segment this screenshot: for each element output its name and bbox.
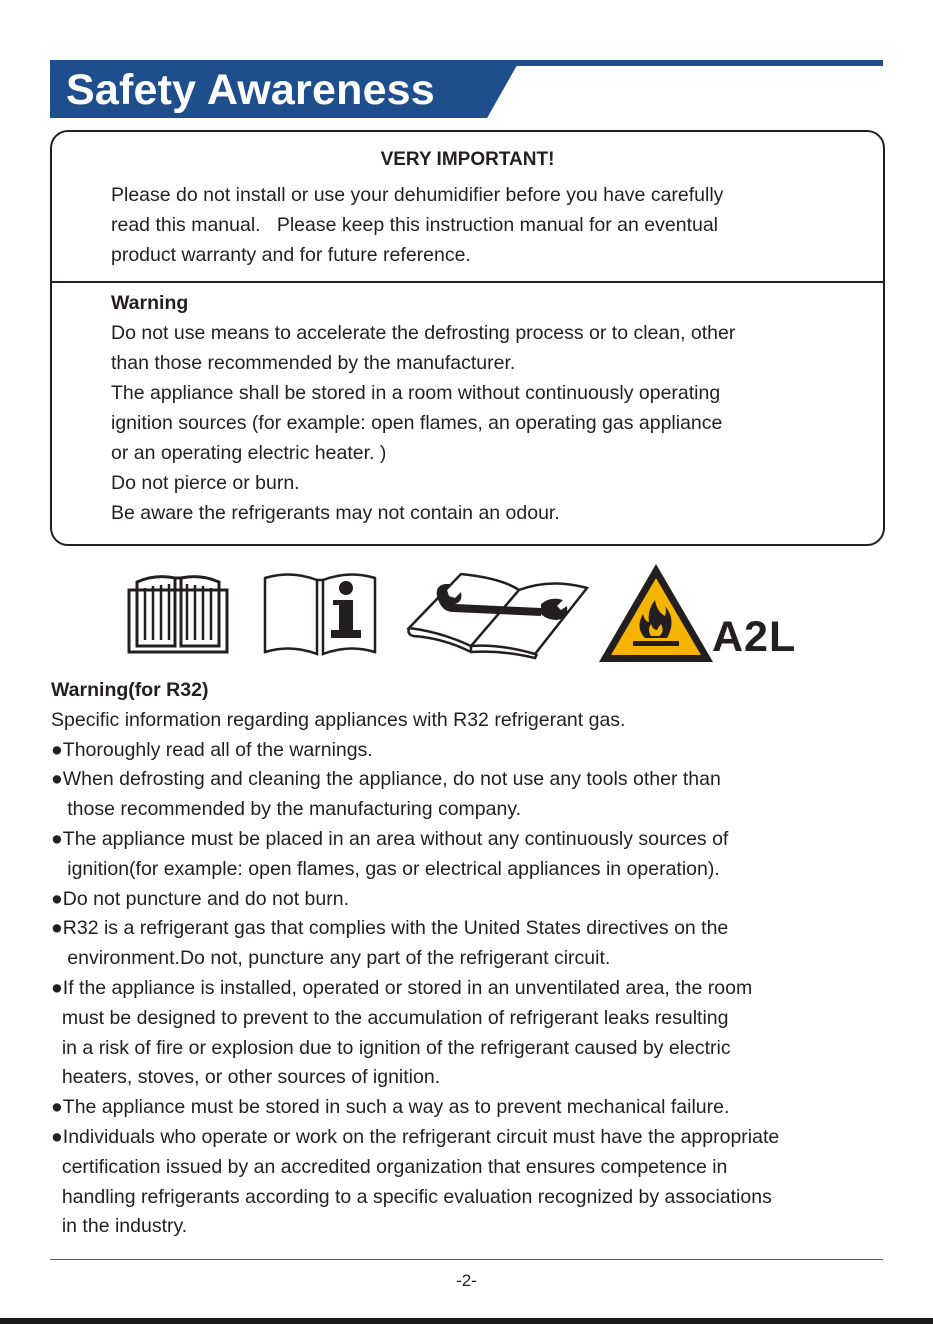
warning-line: than those recommended by the manufacturer.: [111, 352, 516, 374]
page-number: -2-: [456, 1271, 477, 1290]
r32-line: ●Do not puncture and do not burn.: [51, 887, 349, 910]
warning-line: Be aware the refrigerants may not contain an odour.: [111, 502, 560, 524]
notice-line: read this manual. Please keep this instruction manual for an eventual: [111, 214, 719, 236]
footer-rule: [50, 1259, 883, 1260]
r32-line: Specific information regarding appliances with R32 refrigerant gas.: [51, 708, 626, 731]
notice-divider: [52, 281, 883, 283]
r32-line: handling refrigerants according to a specific evaluation recognized by associations: [51, 1185, 772, 1208]
notice-text: [111, 180, 851, 270]
notice-line: product warranty and for future reference.: [111, 244, 471, 266]
r32-line: ●The appliance must be placed in an area without any continuously sources of: [51, 827, 729, 850]
r32-warning-section: [51, 676, 891, 1242]
page-title: Safety Awareness: [66, 66, 435, 114]
r32-line: ●Individuals who operate or work on the refrigerant circuit must have the appropriate: [51, 1125, 780, 1148]
r32-line: in a risk of fire or explosion due to ignition of the refrigerant caused by electric: [51, 1036, 731, 1059]
service-manual-icon: [401, 570, 591, 660]
r32-line: those recommended by the manufacturing company.: [51, 798, 522, 821]
page-bottom-edge: [0, 1318, 933, 1324]
r32-line: heaters, stoves, or other sources of ignition.: [51, 1066, 441, 1089]
warning-line: ignition sources (for example: open flames, an operating gas appliance: [111, 412, 723, 434]
r32-line: ●Thoroughly read all of the warnings.: [51, 738, 373, 761]
r32-line: certification issued by an accredited organization that ensures competence in: [51, 1155, 728, 1178]
r32-line: ●R32 is a refrigerant gas that complies with the United States directives on the: [51, 917, 729, 940]
notice-line: Please do not install or use your dehumidifier before you have carefully: [111, 184, 724, 206]
warning-text: [111, 288, 851, 528]
r32-line: ●If the appliance is installed, operated or stored in an unventilated area, the room: [51, 976, 753, 999]
r32-line: ●When defrosting and cleaning the appliance, do not use any tools other than: [51, 768, 721, 791]
r32-line: in the industry.: [51, 1215, 188, 1238]
r32-line: environment.Do not, puncture any part of the refrigerant circuit.: [51, 947, 611, 970]
important-notice-box: [50, 130, 885, 546]
warning-line: or an operating electric heater. ): [111, 442, 387, 464]
information-manual-icon: [261, 566, 379, 658]
warning-line: Do not use means to accelerate the defrosting process or to clean, other: [111, 322, 736, 344]
warning-heading: Warning: [111, 292, 189, 314]
r32-line: ignition(for example: open flames, gas or electrical appliances in operation).: [51, 857, 720, 880]
r32-heading: Warning(for R32): [51, 679, 209, 701]
r32-line: must be designed to prevent to the accumulation of refrigerant leaks resulting: [51, 1006, 729, 1029]
r32-line: ●The appliance must be stored in such a way as to prevent mechanical failure.: [51, 1096, 730, 1119]
warning-line: The appliance shall be stored in a room without continuously operating: [111, 382, 721, 404]
notice-title: VERY IMPORTANT!: [380, 149, 555, 170]
a2l-label: A2L: [712, 613, 797, 661]
flammable-warning-icon: [595, 560, 717, 666]
warning-line: Do not pierce or burn.: [111, 472, 300, 494]
read-manual-icon: [125, 568, 231, 656]
